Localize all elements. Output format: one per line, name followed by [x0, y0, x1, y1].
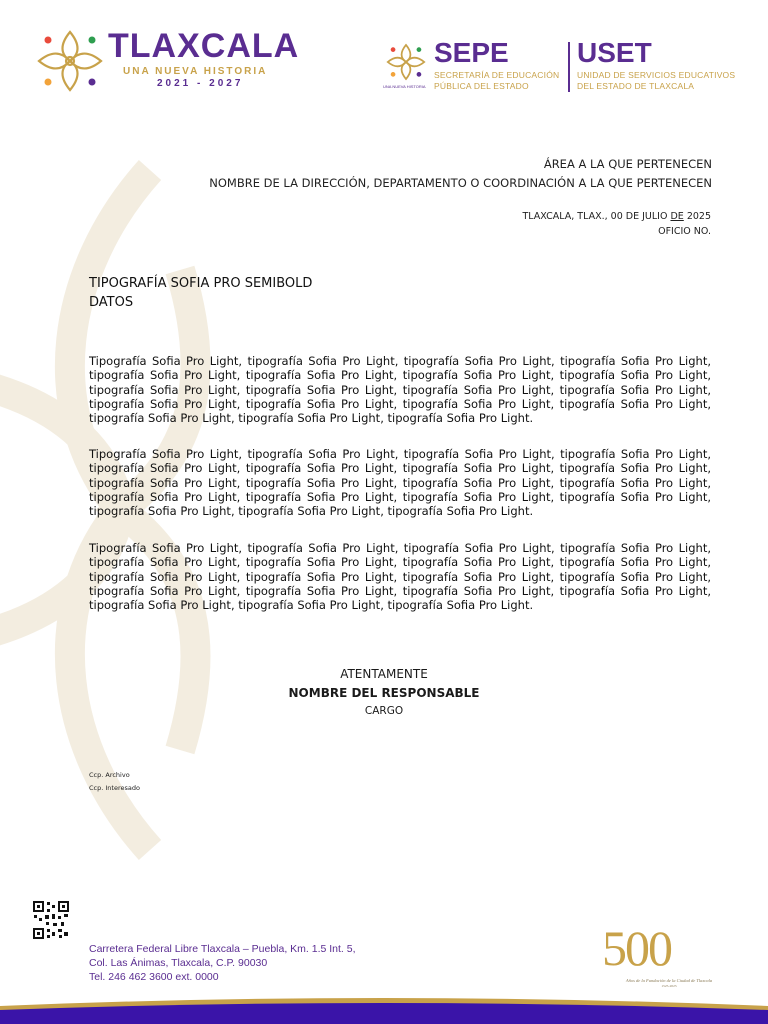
ccp-interesado: Ccp. Interesado [89, 784, 140, 792]
date-prefix: TLAXCALA, TLAX., 00 DE JULIO [522, 211, 671, 222]
sender-direction: NOMBRE DE LA DIRECCIÓN, DEPARTAMENTO O COORDINACIÓN A LA QUE PERTENECEN [209, 176, 712, 190]
sepe-flower-logo-icon [386, 42, 426, 82]
responsible-name: NOMBRE DEL RESPONSABLE [288, 686, 480, 700]
sender-area: ÁREA A LA QUE PERTENECEN [543, 157, 712, 171]
body-paragraph-3: Tipografía Sofia Pro Light, tipografía Sofia Pro Light, tipografía Sofia Pro Light, tipografía Sofia Pro Light, tipografía Sofia Pro Light, tipografía Sofia Pro Light, tipografía Sofia Pro Light, tipografía Sofia Pro Light, tipografía Sofia Pro Light, tipografía Sofia Pro Light, tipografía Sofia Pro Light, tipografía Sofia Pro Light, tipografía Sofia Pro Light, tipografía Sofia Pro Light, tipografía Sofia Pro Light, tipografía Sofia Pro Light, tipografía Sofia Pro Light, tipografía Sofia Pro Light, tipografía Sofia Pro Light. [89, 541, 711, 613]
footer-phone: Tel. 246 462 3600 ext. 0000 [89, 971, 219, 983]
uset-desc-line1: UNIDAD DE SERVICIOS EDUCATIVOS [577, 70, 736, 80]
sepe-desc-line2: PÚBLICA DEL ESTADO [434, 81, 529, 91]
sepe-description [434, 70, 559, 92]
header-divider [568, 42, 570, 92]
anniversary-years: 1525-2025 [661, 984, 677, 988]
uset-description [577, 70, 735, 92]
ccp-archivo: Ccp. Archivo [89, 771, 130, 779]
anniversary-number: 500 [602, 920, 671, 976]
oficio-number: OFICIO NO. [658, 226, 711, 237]
footer-bar [0, 996, 768, 1024]
body-paragraph-2: Tipografía Sofia Pro Light, tipografía Sofia Pro Light, tipografía Sofia Pro Light, tipografía Sofia Pro Light, tipografía Sofia Pro Light, tipografía Sofia Pro Light, tipografía Sofia Pro Light, tipografía Sofia Pro Light, tipografía Sofia Pro Light, tipografía Sofia Pro Light, tipografía Sofia Pro Light, tipografía Sofia Pro Light, tipografía Sofia Pro Light, tipografía Sofia Pro Light, tipografía Sofia Pro Light, tipografía Sofia Pro Light, tipografía Sofia Pro Light, tipografía Sofia Pro Light, tipografía Sofia Pro Light. [89, 447, 711, 519]
sepe-desc-line1: SECRETARÍA DE EDUCACIÓN [434, 70, 560, 80]
footer-address-2: Col. Las Ánimas, Tlaxcala, C.P. 90030 [89, 957, 268, 969]
tlaxcala-title: TLAXCALA [108, 27, 300, 65]
small-logo-caption: UNA NUEVA HISTORIA [383, 84, 426, 89]
qr-code-icon[interactable] [33, 901, 69, 939]
sepe-title: SEPE [434, 37, 509, 68]
recipient-line2: DATOS [89, 295, 134, 310]
responsible-role: CARGO [364, 705, 404, 717]
tlaxcala-years: 2021 - 2027 [157, 78, 244, 89]
body-paragraph-1: Tipografía Sofia Pro Light, tipografía Sofia Pro Light, tipografía Sofia Pro Light, tipografía Sofia Pro Light, tipografía Sofia Pro Light, tipografía Sofia Pro Light, tipografía Sofia Pro Light, tipografía Sofia Pro Light, tipografía Sofia Pro Light, tipografía Sofia Pro Light, tipografía Sofia Pro Light, tipografía Sofia Pro Light, tipografía Sofia Pro Light, tipografía Sofia Pro Light, tipografía Sofia Pro Light, tipografía Sofia Pro Light, tipografía Sofia Pro Light, tipografía Sofia Pro Light, tipografía Sofia Pro Light. [89, 354, 711, 426]
anniversary-500-logo [602, 920, 734, 990]
footer-address-1: Carretera Federal Libre Tlaxcala – Puebla, Km. 1.5 Int. 5, [89, 943, 356, 955]
date-year: 2025 [683, 211, 711, 222]
document-date [522, 211, 711, 222]
closing: ATENTAMENTE [340, 667, 428, 681]
uset-desc-line2: DEL ESTADO DE TLAXCALA [577, 81, 695, 91]
uset-title: USET [577, 37, 652, 68]
recipient-line1: TIPOGRAFÍA SOFIA PRO SEMIBOLD [89, 276, 313, 291]
tlaxcala-flower-logo-icon [36, 28, 104, 94]
tlaxcala-subtitle: UNA NUEVA HISTORIA [123, 66, 268, 77]
anniversary-caption: Años de la Fundación de la Ciudad de Tlaxcala [625, 978, 713, 983]
date-de: DE [670, 211, 684, 222]
